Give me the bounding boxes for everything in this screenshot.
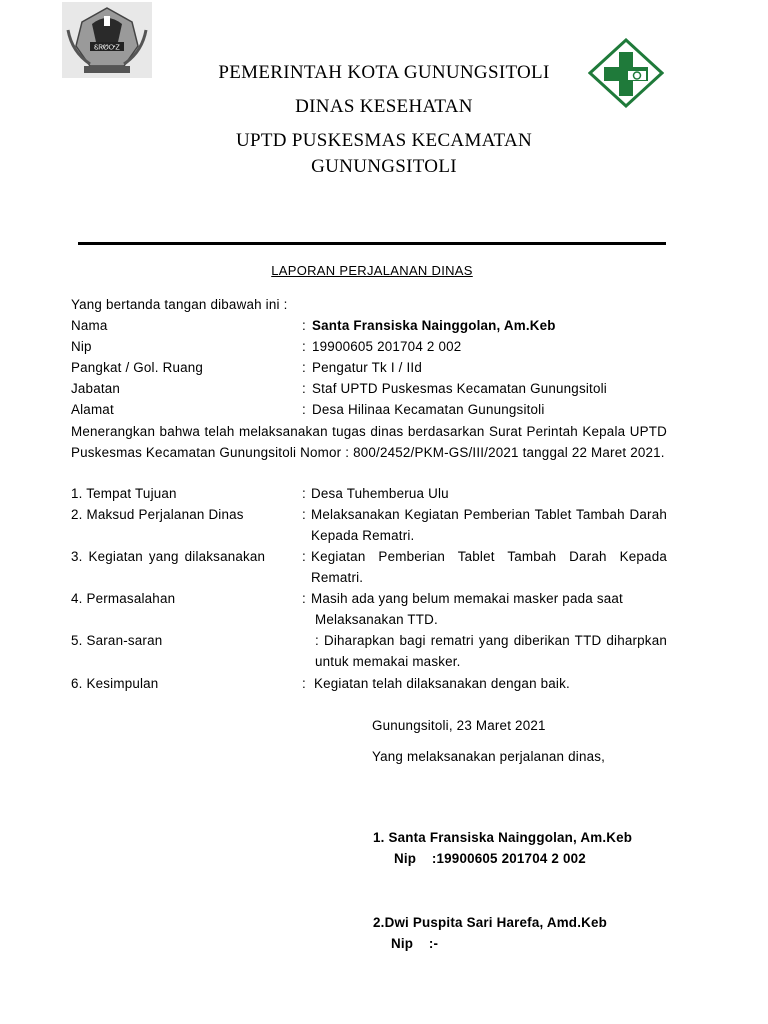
item-label-purpose: 2. Maksud Perjalanan Dinas [71, 507, 244, 522]
signatory-nip-1: Nip :19900605 201704 2 002 [394, 851, 586, 866]
statement-paragraph: Menerangkan bahwa telah melaksanakan tugas dinas berdasarkan Surat Perintah Kepala UPTD Puskesmas Kecamatan Gunungsitoli Nomor : 800/2452/PKM-GS/III/2021 tanggal 22 Maret 2021. [71, 424, 667, 460]
identity-value-nip: 19900605 201704 2 002 [312, 339, 462, 354]
identity-value-name: Santa Fransiska Nainggolan, Am.Keb [312, 318, 556, 333]
signer-role-line: Yang melaksanakan perjalanan dinas, [372, 749, 606, 764]
signatory-nip-2: Nip :- [391, 936, 439, 951]
identity-label-name: Nama [71, 318, 108, 333]
item-value-problems-line2: Melaksanakan TTD. [315, 612, 438, 627]
header-unit: UPTD PUSKESMAS KECAMATAN [235, 130, 532, 151]
item-label-problems: 4. Permasalahan [71, 591, 176, 606]
identity-colon: : [302, 381, 306, 396]
signatory-name-2: 2.Dwi Puspita Sari Harefa, Amd.Keb [373, 915, 608, 930]
item-colon: : [302, 486, 306, 501]
item-colon: : [302, 591, 306, 606]
item-value-conclusion: Kegiatan telah dilaksanakan dengan baik. [314, 676, 570, 691]
item-value-activity: Kegiatan Pemberian Tablet Tambah Darah Kepada Rematri. [311, 549, 667, 585]
identity-label-position: Jabatan [71, 381, 121, 396]
identity-value-position: Staf UPTD Puskesmas Kecamatan Gunungsitoli [312, 381, 607, 396]
item-label-suggestions: 5. Saran-saran [71, 633, 163, 648]
place-date: Gunungsitoli, 23 Maret 2021 [372, 718, 546, 733]
item-colon: : [302, 549, 306, 564]
header-divider [78, 242, 666, 245]
identity-value-rank: Pengatur Tk I / IId [312, 360, 422, 375]
identity-label-rank: Pangkat / Gol. Ruang [71, 360, 204, 375]
header-department: DINAS KESEHATAN [295, 96, 473, 117]
item-label-activity: 3. Kegiatan yang dilaksanakan [71, 549, 266, 564]
identity-value-address: Desa Hilinaa Kecamatan Gunungsitoli [312, 402, 545, 417]
puskesmas-cross-logo [588, 38, 664, 108]
identity-colon: : [302, 318, 306, 333]
item-colon: : [302, 507, 306, 522]
emblem-inscription: ᏋᏒᏬᎤᏃ [94, 43, 120, 52]
item-colon: : [302, 676, 306, 691]
item-value-purpose: Melaksanakan Kegiatan Pemberian Tablet Tambah Darah Kepada Rematri. [311, 507, 667, 543]
intro-text: Yang bertanda tangan dibawah ini : [71, 297, 288, 312]
identity-label-address: Alamat [71, 402, 114, 417]
identity-colon: : [302, 360, 306, 375]
item-label-destination: 1. Tempat Tujuan [71, 486, 177, 501]
header-government: PEMERINTAH KOTA GUNUNGSITOLI [218, 62, 550, 83]
identity-colon: : [302, 339, 306, 354]
item-value-problems-line1: Masih ada yang belum memakai masker pada saat [311, 591, 623, 606]
identity-colon: : [302, 402, 306, 417]
item-value-suggestions: : Diharapkan bagi rematri yang diberikan TTD diharpkan untuk memakai masker. [315, 633, 667, 669]
document-title: LAPORAN PERJALANAN DINAS [271, 263, 473, 278]
item-label-conclusion: 6. Kesimpulan [71, 676, 159, 691]
identity-label-nip: Nip [71, 339, 92, 354]
signatory-name-1: 1. Santa Fransiska Nainggolan, Am.Keb [373, 830, 633, 845]
item-value-destination: Desa Tuhemberua Ulu [311, 486, 449, 501]
header-unit-city: GUNUNGSITOLI [311, 156, 457, 177]
